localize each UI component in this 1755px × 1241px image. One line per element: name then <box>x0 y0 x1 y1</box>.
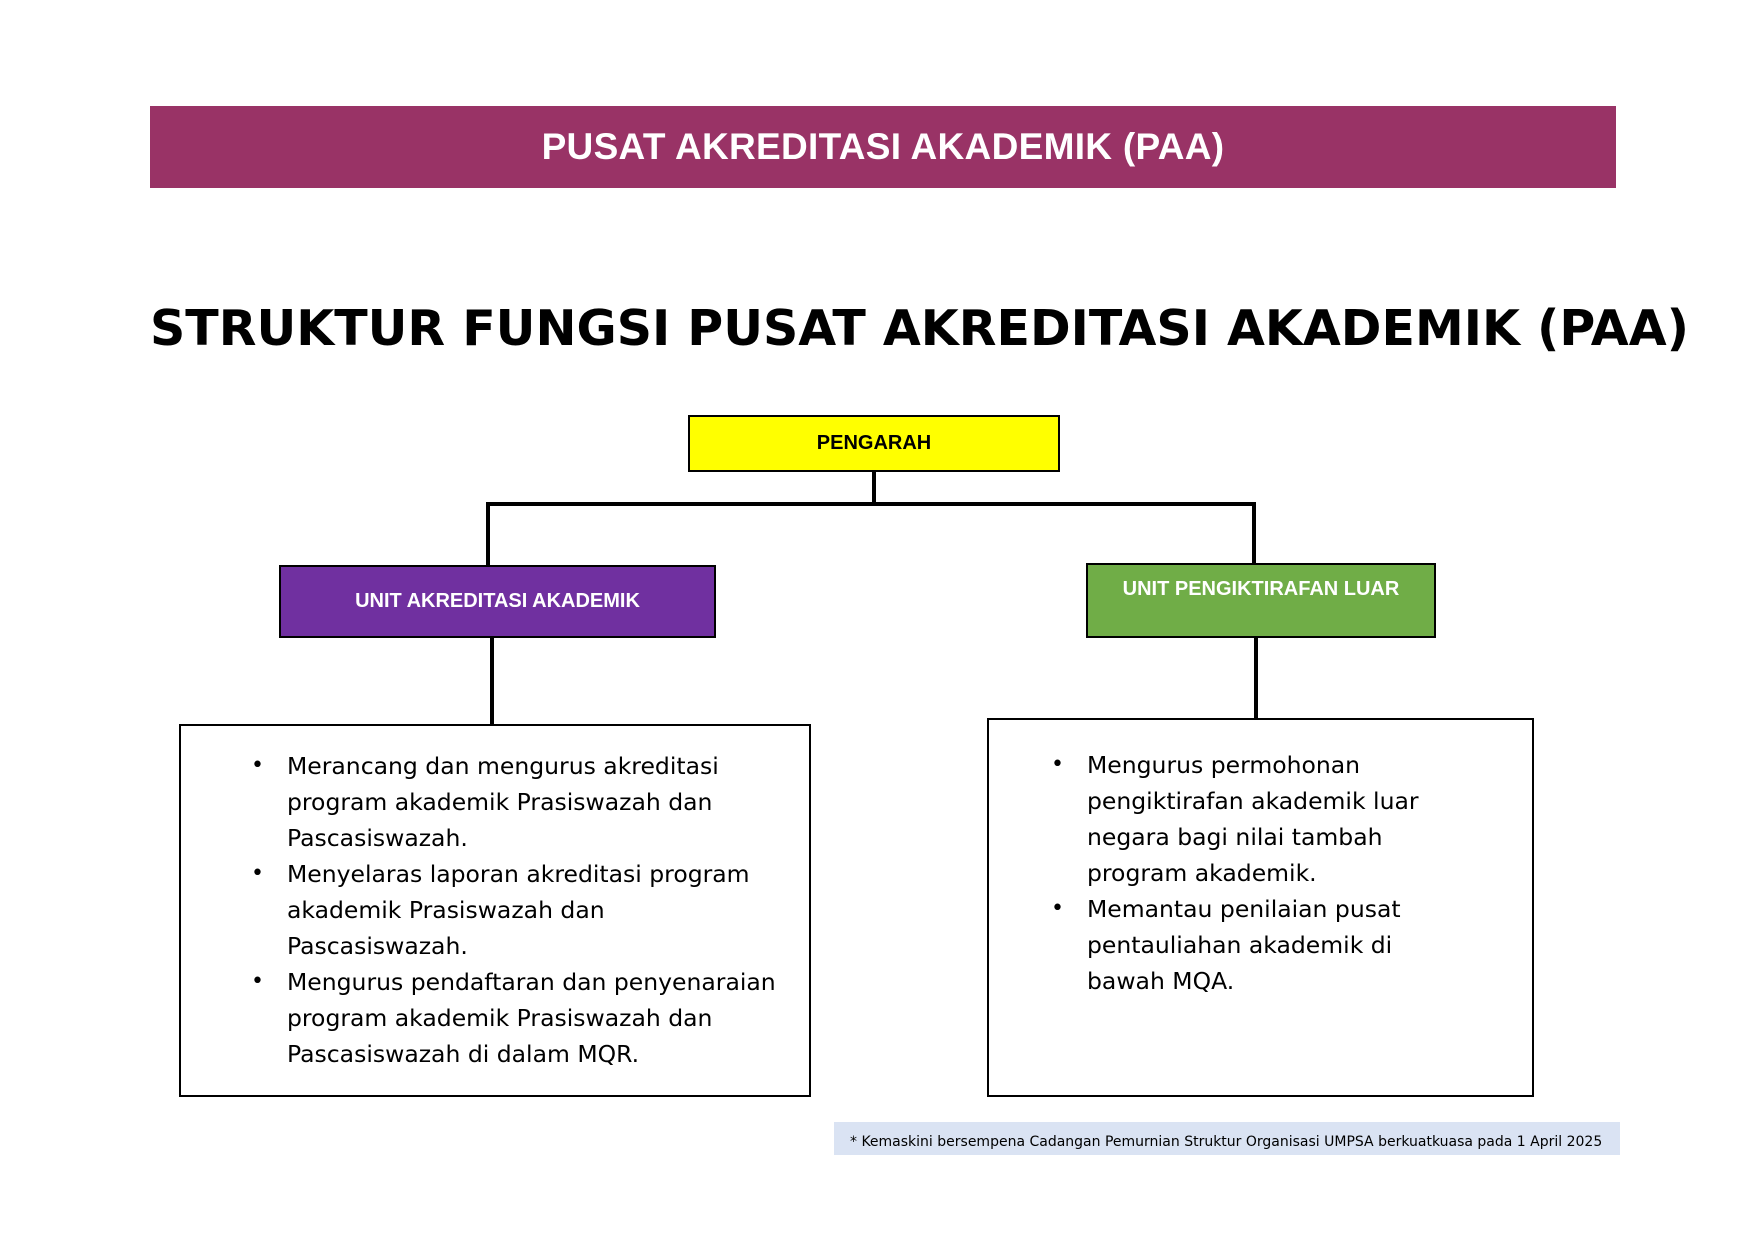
connector-right-drop <box>1252 502 1256 563</box>
bullet: • <box>1051 896 1064 921</box>
connector-left-drop <box>486 502 490 565</box>
duty-item: • Menyelaras laporan akreditasi program akademik Prasiswazah dan Pascasiswazah. <box>181 856 789 964</box>
bullet: • <box>251 969 264 994</box>
header-banner <box>150 106 1616 188</box>
duty-item: • Merancang dan mengurus akreditasi program akademik Prasiswazah dan Pascasiswazah. <box>181 748 789 856</box>
bullet: • <box>251 753 264 778</box>
connector-director-down <box>872 472 876 504</box>
unit-akreditasi-duties <box>179 724 811 1097</box>
duty-item: • Memantau penilaian pusat pentauliahan akademik di bawah MQA. <box>989 891 1472 999</box>
duty-item: • Mengurus pendaftaran dan penyenaraian program akademik Prasiswazah dan Pascasiswazah di dalam MQR. <box>181 964 789 1072</box>
footnote-text: * Kemaskini bersempena Cadangan Pemurnian Struktur Organisasi UMPSA berkuatkuasa pada 1 April 2025 <box>850 1134 1603 1150</box>
banner-title: PUSAT AKREDITASI AKADEMIK (PAA) <box>541 126 1225 167</box>
bullet: • <box>1051 752 1064 777</box>
bullet: • <box>251 861 264 886</box>
duty-item: • Mengurus permohonan pengiktirafan akademik luar negara bagi nilai tambah program akademik. <box>989 747 1472 891</box>
unit-pengiktirafan-box: UNIT PENGIKTIRAFAN LUAR <box>1086 563 1436 638</box>
unit-akreditasi-box: UNIT AKREDITASI AKADEMIK <box>279 565 716 638</box>
connector-right-to-desc <box>1254 638 1258 718</box>
connector-left-to-desc <box>490 638 494 724</box>
footnote <box>834 1122 1620 1155</box>
page-title: STRUKTUR FUNGSI PUSAT AKREDITASI AKADEMIK (PAA) <box>150 300 1690 357</box>
unit-pengiktirafan-duties <box>987 718 1534 1097</box>
connector-horizontal <box>486 502 1256 506</box>
director-box: PENGARAH <box>688 415 1060 472</box>
